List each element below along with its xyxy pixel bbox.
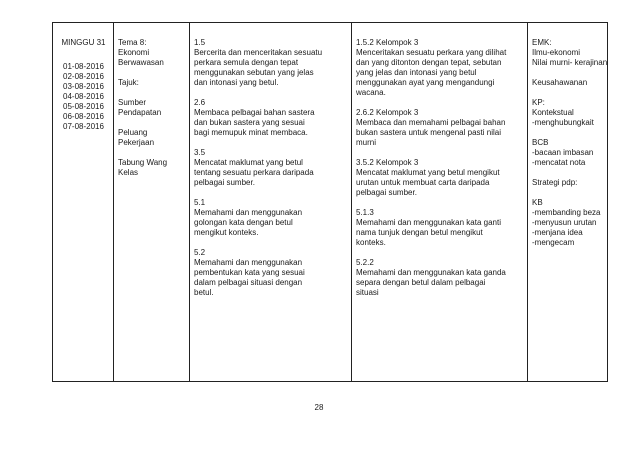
standards-line: perkara semula dengan tepat (194, 58, 299, 67)
learning-line: Memahami dan menggunakan kata ganda (356, 268, 506, 277)
learning-line: separa dengan betul dalam pelbagai (356, 278, 486, 287)
standards-line: dan intonasi yang betul. (194, 78, 279, 87)
theme-block (118, 98, 186, 118)
standards-line: tentang sesuatu perkara daripada (194, 168, 314, 177)
elements-line: -bacaan imbasan (532, 148, 594, 157)
standards-line: pembentukan kata yang sesuai (194, 268, 305, 277)
theme-line: Pekerjaan (118, 138, 155, 147)
learning-line: Membaca dan memahami pelbagai bahan (356, 118, 506, 127)
learning-line: 5.2.2 (356, 258, 374, 267)
learning-line: pelbagai sumber. (356, 188, 417, 197)
lesson-plan-table (52, 22, 608, 382)
elements-cell (528, 23, 608, 382)
standards-line: dan bukan sastera yang sesuai (194, 118, 305, 127)
elements-line: Nilai murni- kerajinan (532, 58, 608, 67)
elements-line: KB (532, 198, 543, 207)
elements-block (532, 198, 604, 248)
learning-line: konteks. (356, 238, 386, 247)
standards-line: Memahami dan menggunakan (194, 208, 303, 217)
theme-line: Ekonomi (118, 48, 150, 57)
theme-line: Berwawasan (118, 58, 164, 67)
standards-line: 2.6 (194, 98, 206, 107)
theme-block (118, 38, 186, 68)
theme-line: Pendapatan (118, 108, 162, 117)
elements-line: -mengecam (532, 238, 575, 247)
elements-line: Keusahawanan (532, 78, 588, 87)
theme-block (118, 78, 186, 88)
elements-line: KP: (532, 98, 545, 107)
theme-line: Sumber (118, 98, 147, 107)
elements-line: Strategi pdp: (532, 178, 578, 187)
theme-line: Tabung Wang (118, 158, 168, 167)
learning-line: menggunakan ayat yang mengandungi (356, 78, 495, 87)
theme-cell (114, 23, 190, 382)
week-date: 01-08-2016 (63, 62, 104, 71)
standards-line: menggunakan sebutan yang jelas (194, 68, 314, 77)
week-cell (53, 23, 114, 382)
standards-line: 3.5 (194, 148, 206, 157)
week-date: 06-08-2016 (63, 112, 104, 121)
learning-line: 2.6.2 Kelompok 3 (356, 108, 419, 117)
theme-line: Tajuk: (118, 78, 139, 87)
learning-block (356, 108, 524, 148)
learning-block (356, 208, 524, 248)
standards-line: pelbagai sumber. (194, 178, 255, 187)
week-date: 05-08-2016 (63, 102, 104, 111)
learning-line: murni (356, 138, 377, 147)
elements-block (532, 78, 604, 88)
theme-block (118, 128, 186, 148)
elements-line: BCB (532, 138, 549, 147)
learning-line: 3.5.2 Kelompok 3 (356, 158, 419, 167)
learning-line: wacana. (356, 88, 386, 97)
standards-block (194, 38, 348, 88)
standards-block (194, 198, 348, 238)
elements-line: Ilmu-ekonomi (532, 48, 581, 57)
learning-line: urutan untuk membuat carta daripada (356, 178, 490, 187)
theme-block (118, 158, 186, 178)
standards-block (194, 248, 348, 298)
theme-line: Tema 8: (118, 38, 147, 47)
standards-line: bagi memupuk minat membaca. (194, 128, 308, 137)
week-date: 04-08-2016 (63, 92, 104, 101)
elements-line: -menghubungkait (532, 118, 594, 127)
elements-line: -menjana idea (532, 228, 583, 237)
elements-block (532, 38, 608, 68)
elements-block (532, 138, 604, 168)
week-dates (57, 62, 110, 132)
table-row (53, 23, 608, 382)
page-number: 28 (314, 403, 324, 412)
week-date: 07-08-2016 (63, 122, 104, 131)
standards-line: dalam pelbagai situasi dengan (194, 278, 303, 287)
learning-line: 5.1.3 (356, 208, 374, 217)
elements-line: -menyusun urutan (532, 218, 597, 227)
standards-line: mengikut konteks. (194, 228, 259, 237)
standards-block (194, 148, 348, 188)
learning-block (356, 258, 524, 298)
learning-line: situasi (356, 288, 379, 297)
standards-line: 5.1 (194, 198, 206, 207)
elements-line: Kontekstual (532, 108, 574, 117)
elements-line: -mencatat nota (532, 158, 586, 167)
learning-line: Mencatat maklumat yang betul mengikut (356, 168, 500, 177)
standards-line: 1.5 (194, 38, 206, 47)
standards-line: Memahami dan menggunakan (194, 258, 303, 267)
standards-line: Membaca pelbagai bahan sastera (194, 108, 315, 117)
standards-line: Bercerita dan menceritakan sesuatu (194, 48, 323, 57)
theme-line: Peluang (118, 128, 148, 137)
learning-block (356, 38, 524, 98)
week-date: 02-08-2016 (63, 72, 104, 81)
elements-line: -membanding beza (532, 208, 601, 217)
week-label: MINGGU 31 (61, 38, 106, 47)
theme-line: Kelas (118, 168, 139, 177)
standards-line: Mencatat maklumat yang betul (194, 158, 303, 167)
learning-line: Menceritakan sesuatu perkara yang dilihat (356, 48, 507, 57)
standards-line: 5.2 (194, 248, 206, 257)
standards-block (194, 98, 348, 138)
learning-line: nama tunjuk dengan betul mengikut (356, 228, 483, 237)
elements-line: EMK: (532, 38, 552, 47)
standards-line: betul. (194, 288, 214, 297)
elements-block (532, 98, 604, 128)
learning-block (356, 158, 524, 198)
learning-standards-cell (352, 23, 528, 382)
standards-cell (190, 23, 352, 382)
elements-block (532, 178, 604, 188)
learning-line: yang jelas dan intonasi yang betul (356, 68, 477, 77)
learning-line: 1.5.2 Kelompok 3 (356, 38, 419, 47)
learning-line: dan yang ditonton dengan tepat, sebutan (356, 58, 502, 67)
week-date: 03-08-2016 (63, 82, 104, 91)
learning-line: bukan sastera untuk mengenal pasti nilai (356, 128, 501, 137)
standards-line: golongan kata dengan betul (194, 218, 293, 227)
learning-line: Memahami dan menggunakan kata ganti (356, 218, 501, 227)
